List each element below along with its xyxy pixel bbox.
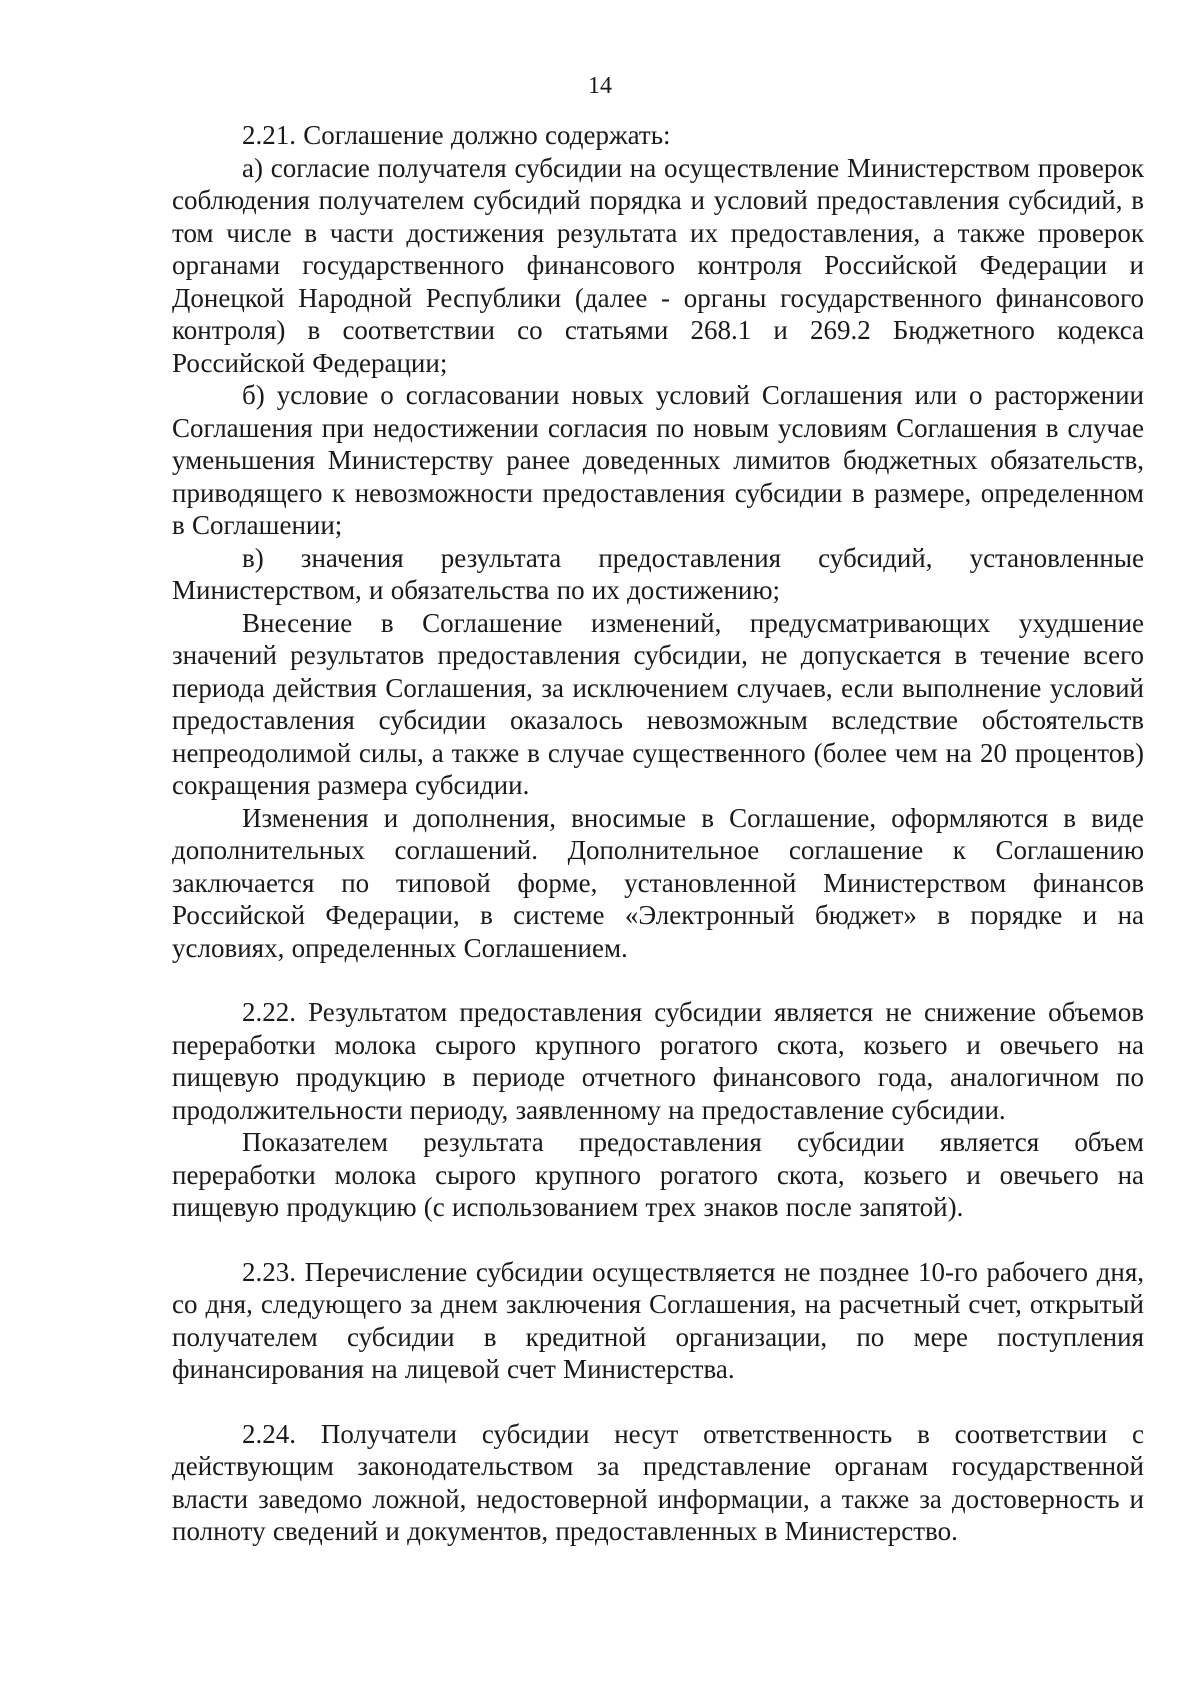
clause-2-21-item-b: б) условие о согласовании новых условий Соглашения или о расторжении Соглашения при недостижении согласия по новым условиям Соглашения в случае уменьшения Министерству ранее доведенных лимитов бюджетных обязательств, приводящего к невозможности предоставления субсидии в размере, определенном в Соглашении; xyxy=(172,380,1144,540)
clause-2-23-transfer: 2.23. Перечисление субсидии осуществляется не позднее 10-го рабочего дня, со дня, следующего за днем заключения Соглашения, на расчетный счет, открытый получателем субсидии в кредитной организации, по мере поступления финансирования на лицевой счет Министерства. xyxy=(172,1256,1144,1384)
clause-2-21-changes-restriction: Внесение в Соглашение изменений, предусматривающих ухудшение значений результатов предоставления субсидии, не допускается в течение всего периода действия Соглашения, за исключением случаев, если выполнение условий предоставления субсидии оказалось невозможным вследствие обстоятельств непреодолимой силы, а также в случае существенного (более чем на 20 процентов) сокращения размера субсидии. xyxy=(172,607,1144,800)
clause-2-21-item-a: а) согласие получателя субсидии на осуществление Министерством проверок соблюдения получателем субсидий порядка и условий предоставления субсидий, в том числе в части достижения результата их предоставления, а также проверок органами государственного финансового контроля Российской Федерации и Донецкой Народной Республики (далее - органы государственного финансового контроля) в соответствии со статьями 268.1 и 269.2 Бюджетного кодекса Российской Федерации; xyxy=(172,152,1144,378)
clause-2-24-responsibility: 2.24. Получатели субсидии несут ответственность в соответствии с действующим законодательством за представление органам государственной власти заведомо ложной, недостоверной информации, а также за достоверность и полноту сведений и документов, предоставленных в Министерство. xyxy=(172,1418,1144,1546)
clause-2-21-heading: 2.21. Соглашение должно содержать: xyxy=(242,120,671,150)
clause-2-22-indicator: Показателем результата предоставления субсидии является объем переработки молока сырого крупного рогатого скота, козьего и овечьего на пищевую продукцию (с использованием трех знаков после запятой). xyxy=(172,1127,1144,1222)
clause-2-21-amendments: Изменения и дополнения, вносимые в Соглашение, оформляются в виде дополнительных соглашений. Дополнительное соглашение к Соглашению заключается по типовой форме, установленной Министерством финансов Российской Федерации, в системе «Электронный бюджет» в порядке и на условиях, определенных Соглашением. xyxy=(172,802,1144,963)
clause-2-22-result: 2.22. Результатом предоставления субсидии является не снижение объемов переработки молока сырого крупного рогатого скота, козьего и овечьего на пищевую продукцию в периоде отчетного финансового года, аналогичном по продолжительности периоду, заявленному на предоставление субсидии. xyxy=(172,997,1144,1125)
document-body xyxy=(172,119,1144,1548)
page-number: 14 xyxy=(588,73,612,99)
clause-2-21-item-v: в) значения результата предоставления субсидий, установленные Министерством, и обязательства по их достижению; xyxy=(172,542,1144,605)
